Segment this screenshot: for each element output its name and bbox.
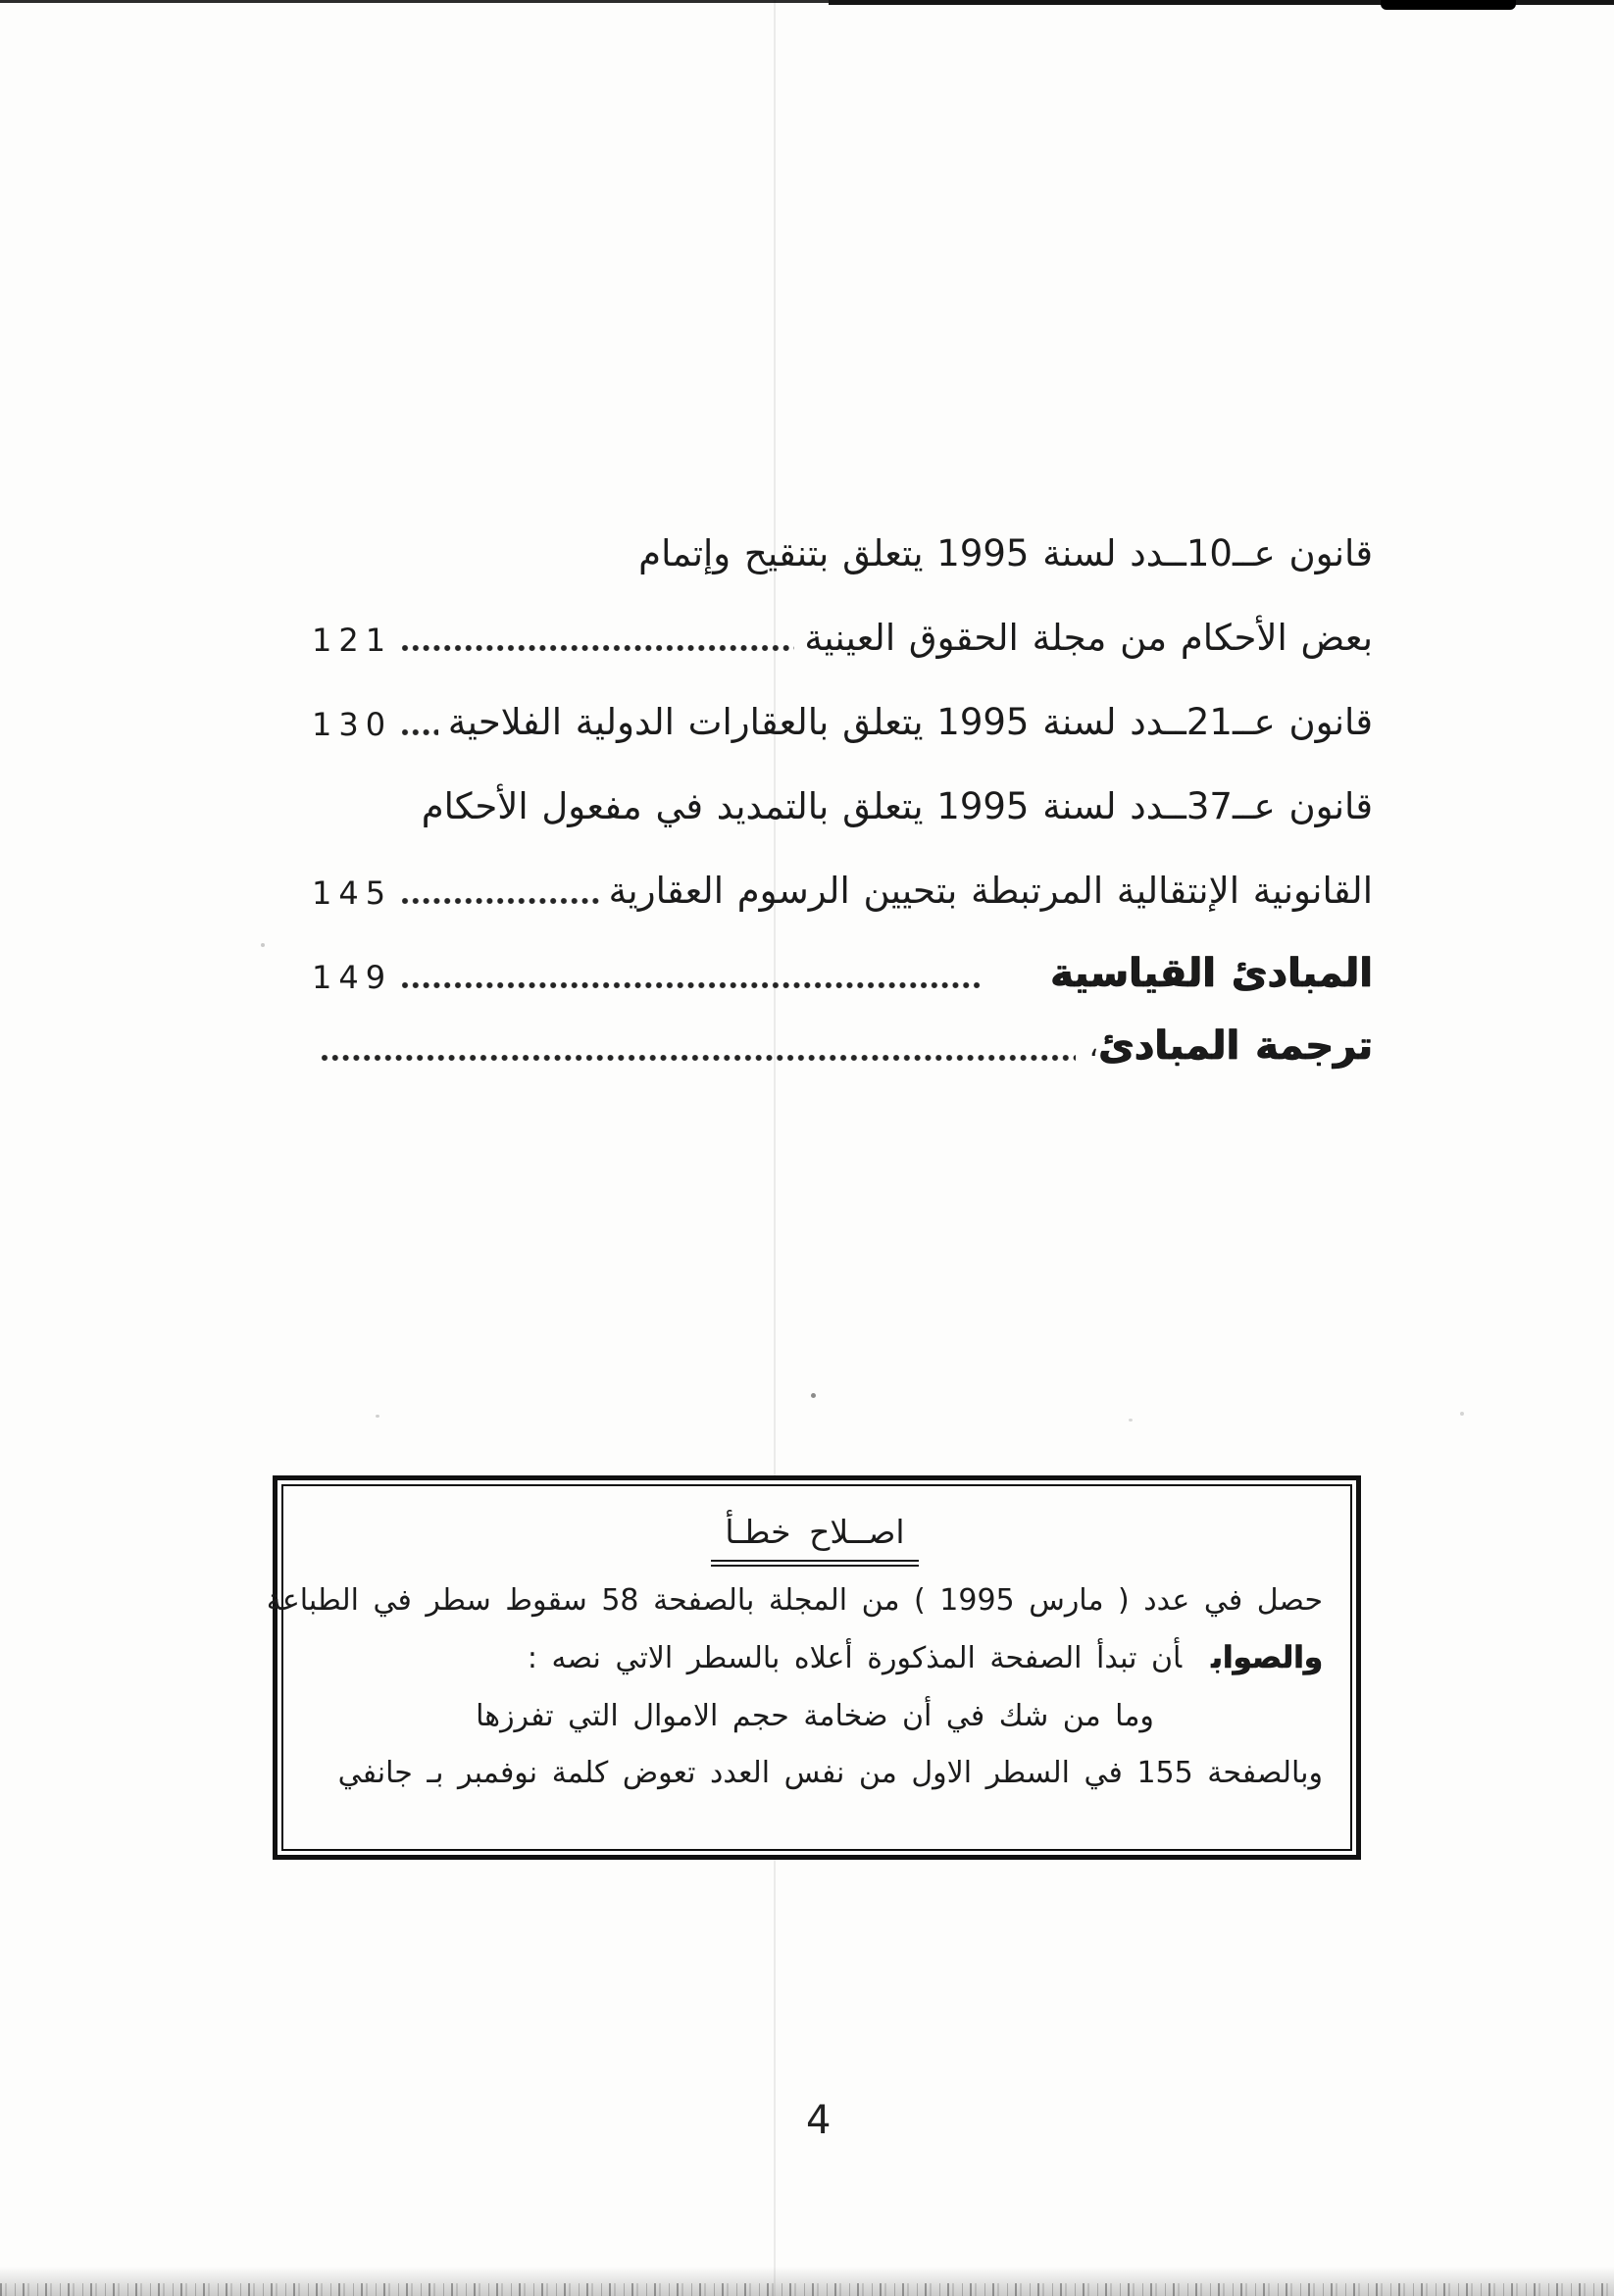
errata-title-wrap bbox=[307, 1512, 1323, 1567]
dot-leader bbox=[400, 873, 598, 909]
dot-leader bbox=[400, 958, 984, 993]
errata-box-inner bbox=[266, 1484, 1352, 1851]
toc-entry bbox=[312, 662, 1373, 746]
toc-entry-text: قانون عــ37ــدد لسنة 1995 يتعلق بالتمديد في مفعول الأحكام bbox=[421, 784, 1373, 827]
toc-entry bbox=[312, 493, 1373, 577]
toc-entry bbox=[312, 830, 1373, 915]
toc-entry bbox=[312, 746, 1373, 830]
toc-entry-text: قانون عــ10ــدد لسنة 1995 يتعلق بتنقيح وإتمام bbox=[638, 531, 1373, 574]
scan-speck bbox=[261, 943, 265, 947]
errata-line-text: وبالصفحة 155 في السطر الاول من نفس العدد تعوض كلمة نوفمبر بـ جانفي bbox=[337, 1755, 1323, 1790]
dot-leader bbox=[400, 705, 438, 740]
toc-entry bbox=[312, 915, 1373, 999]
errata-box bbox=[266, 1475, 1361, 1860]
errata-line bbox=[266, 1581, 1323, 1620]
errata-line bbox=[307, 1638, 1323, 1677]
scan-bottom-noise bbox=[0, 2267, 1614, 2296]
scan-top-edge-blob bbox=[1381, 0, 1516, 10]
toc-entry-text: ترجمة المبادئ bbox=[1098, 1023, 1373, 1069]
page-ref: 121 bbox=[312, 622, 393, 659]
errata-line bbox=[307, 1754, 1323, 1792]
errata-line bbox=[307, 1697, 1323, 1735]
scan-speck bbox=[376, 1415, 379, 1418]
errata-line-text: أن تبدأ الصفحة المذكورة أعلاه بالسطر الاتي نصه : bbox=[527, 1641, 1183, 1676]
errata-line-text: حصل في عدد ( مارس 1995 ) من المجلة بالصفحة 58 سقوط سطر في الطباعة bbox=[266, 1583, 1323, 1619]
errata-line-text: وما من شك في أن ضخامة حجم الاموال التي تفرزها bbox=[476, 1698, 1154, 1733]
toc-entry-text: بعض الأحكام من مجلة الحقوق العينية bbox=[804, 616, 1373, 659]
toc-entry bbox=[312, 577, 1373, 662]
toc-entry bbox=[312, 987, 1373, 1072]
toc-entry-text: المبادئ القياسية bbox=[1050, 951, 1373, 996]
page-ref: 130 bbox=[312, 706, 393, 743]
dot-leader bbox=[400, 621, 794, 656]
page-number: 4 bbox=[806, 2098, 832, 2143]
scan-speck bbox=[1460, 1412, 1464, 1416]
errata-line-prefix: والصواب bbox=[1211, 1640, 1323, 1676]
table-of-contents bbox=[312, 493, 1373, 1072]
scan-speck bbox=[811, 1393, 816, 1398]
toc-entry-text: القانونية الإنتقالية المرتبطة بتحيين الرسوم العقارية bbox=[608, 869, 1373, 912]
page-ref: 145 bbox=[312, 874, 393, 912]
scan-speck bbox=[1129, 1419, 1133, 1422]
dot-leader bbox=[320, 1030, 1076, 1066]
scan-fold-line bbox=[774, 0, 776, 2296]
errata-title: اصــلاح خطـأ bbox=[711, 1512, 918, 1567]
page-ref: 149 bbox=[312, 959, 393, 996]
toc-entry-suffix: ، bbox=[1088, 1029, 1099, 1064]
toc-entry-text: قانون عــ21ــدد لسنة 1995 يتعلق بالعقارات الدولية الفلاحية bbox=[447, 700, 1373, 743]
